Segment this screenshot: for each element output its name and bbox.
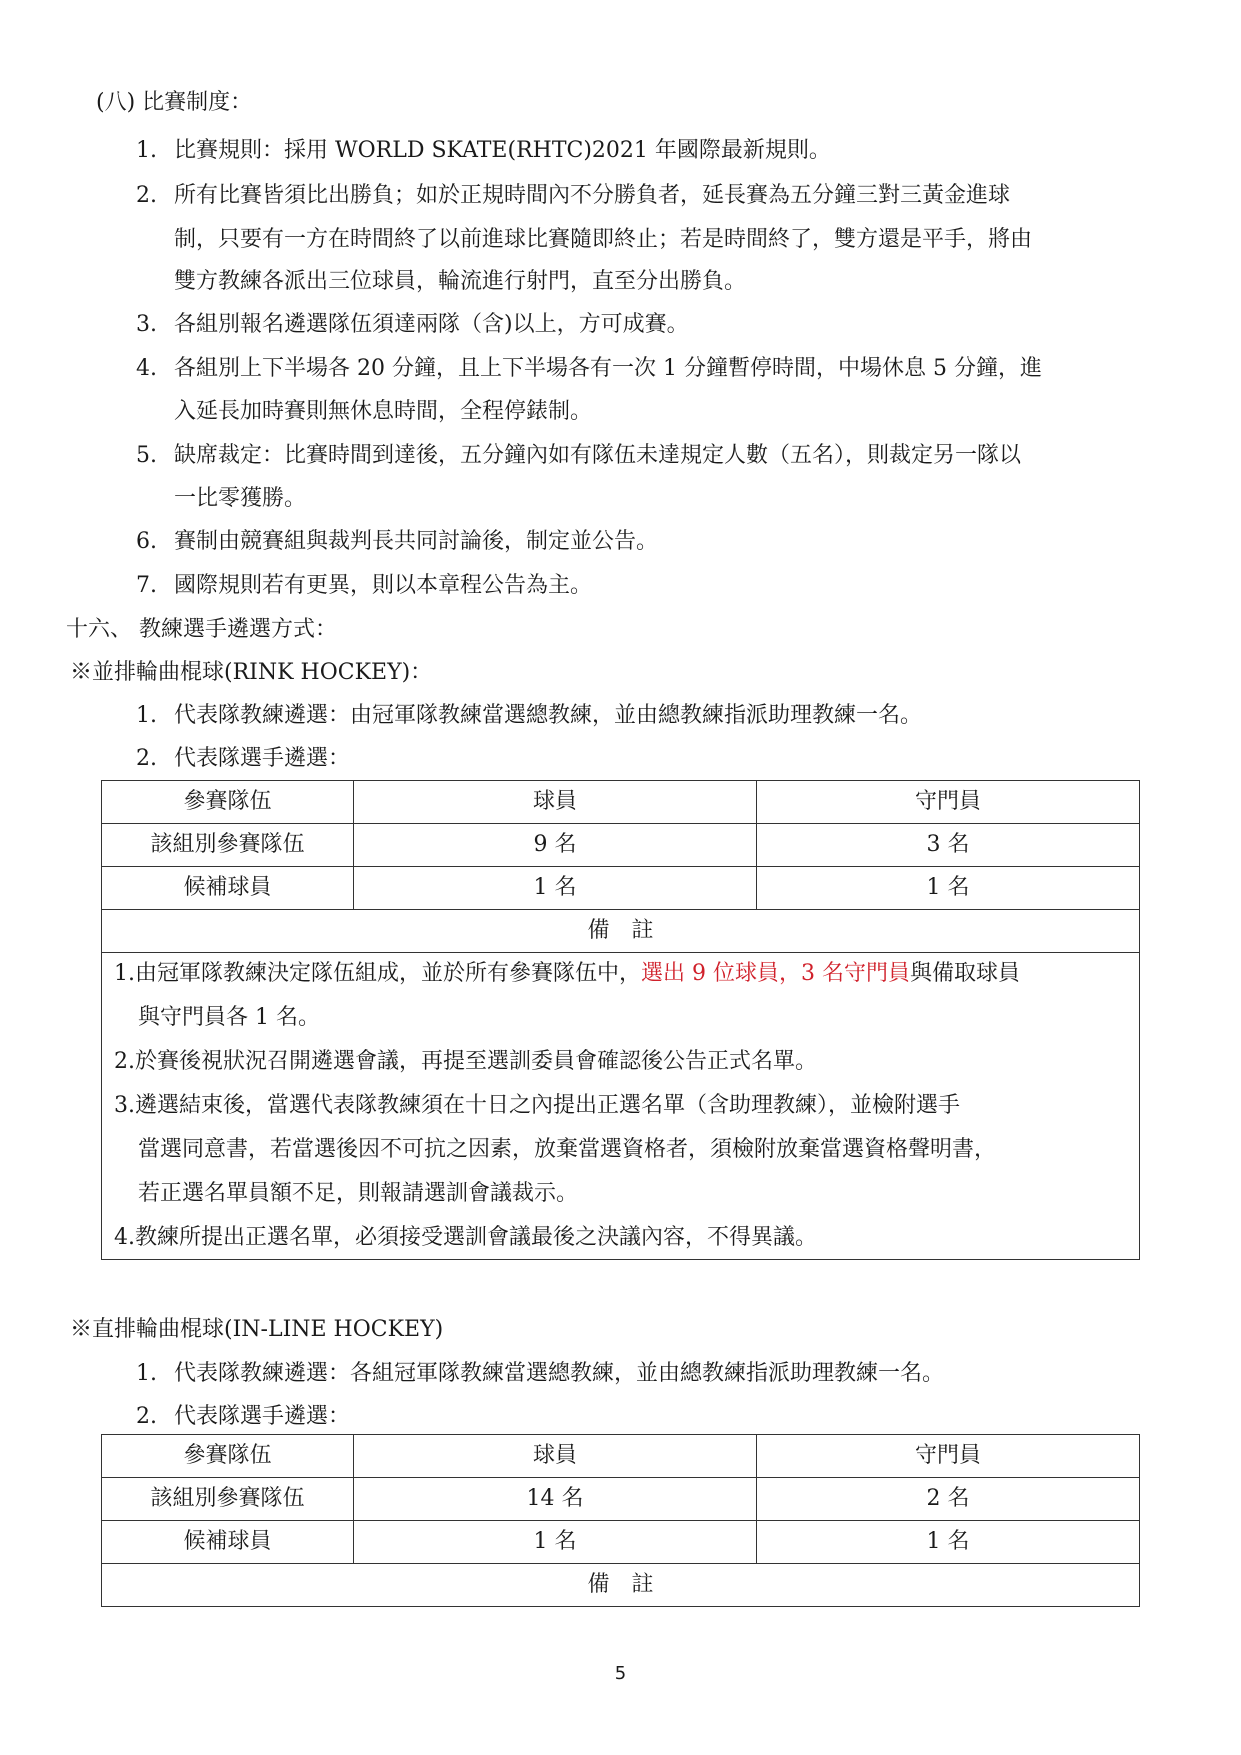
table-cell: 候補球員 xyxy=(102,1521,354,1564)
item-number: 4. xyxy=(136,356,157,381)
inline-selection-table xyxy=(101,1434,1140,1607)
note-3-continued: 若正選名單員額不足，則報請選訓會議裁示。 xyxy=(138,1181,579,1206)
table-cell: 2 名 xyxy=(757,1478,1140,1521)
notes-row xyxy=(102,953,1140,1260)
rule-item-7 xyxy=(136,571,592,601)
table-cell: 14 名 xyxy=(354,1478,757,1521)
note-3-continued: 當選同意書，若當選後因不可抗之因素，放棄當選資格者，須檢附放棄當選資格聲明書， xyxy=(138,1137,997,1162)
header-cell: 球員 xyxy=(354,781,757,824)
section-8-heading: (八) 比賽制度： xyxy=(96,90,253,115)
item-number: 2. xyxy=(136,183,157,208)
table-cell: 1 名 xyxy=(354,1521,757,1564)
note-4: 4.教練所提出正選名單，必須接受選訓會議最後之決議內容，不得異議。 xyxy=(114,1225,817,1250)
item-text: 國際規則若有更異，則以本章程公告為主。 xyxy=(174,573,593,598)
item-number: 2. xyxy=(136,746,157,771)
table-row xyxy=(102,1478,1140,1521)
table-cell: 1 名 xyxy=(757,867,1140,910)
rink-item-1 xyxy=(136,701,922,731)
rule-item-3 xyxy=(136,310,689,340)
item-text: 代表隊選手遴選： xyxy=(174,746,351,771)
table-row xyxy=(102,824,1140,867)
item-number: 3. xyxy=(136,312,157,337)
note-text: 1.由冠軍隊教練決定隊伍組成，並於所有參賽隊伍中， xyxy=(114,961,641,986)
rink-item-2 xyxy=(136,744,350,774)
inline-item-2 xyxy=(136,1402,350,1432)
note-text: 與備取球員 xyxy=(909,961,1020,986)
item-text: 代表隊教練遴選：由冠軍隊教練當選總教練，並由總教練指派助理教練一名。 xyxy=(174,703,923,728)
table-row xyxy=(102,867,1140,910)
notes-label-row xyxy=(102,910,1140,953)
table-cell: 候補球員 xyxy=(102,867,354,910)
rule-item-2-line-2: 制，只要有一方在時間終了以前進球比賽隨即終止；若是時間終了，雙方還是平手，將由 xyxy=(174,227,1033,252)
item-number: 1. xyxy=(136,703,157,728)
note-3: 3.遴選結束後，當選代表隊教練須在十日之內提出正選名單（含助理教練），並檢附選手 xyxy=(114,1093,960,1118)
rink-hockey-title: ※並排輪曲棍球(RINK HOCKEY)： xyxy=(70,660,433,685)
note-highlight: 選出 9 位球員，3 名守門員 xyxy=(641,961,910,986)
note-2: 2.於賽後視狀況召開遴選會議，再提至選訓委員會確認後公告正式名單。 xyxy=(114,1049,817,1074)
item-text: 代表隊教練遴選：各組冠軍隊教練當選總教練，並由總教練指派助理教練一名。 xyxy=(174,1361,945,1386)
item-text: 各組別報名遴選隊伍須達兩隊（含)以上，方可成賽。 xyxy=(174,312,689,337)
rink-selection-table xyxy=(101,780,1140,1260)
item-text: 缺席裁定：比賽時間到達後，五分鐘內如有隊伍未達規定人數（五名），則裁定另一隊以 xyxy=(174,443,1022,468)
item-number: 5. xyxy=(136,443,157,468)
table-row xyxy=(102,1521,1140,1564)
item-number: 2. xyxy=(136,1404,157,1429)
table-cell: 3 名 xyxy=(757,824,1140,867)
table-cell: 該組別參賽隊伍 xyxy=(102,824,354,867)
table-cell: 1 名 xyxy=(354,867,757,910)
notes-label: 備 註 xyxy=(102,1564,1140,1607)
page-number: 5 xyxy=(614,1663,627,1684)
item-number: 1. xyxy=(136,138,157,163)
item-text: 賽制由競賽組與裁判長共同討論後，制定並公告。 xyxy=(174,529,659,554)
item-number: 1. xyxy=(136,1361,157,1386)
header-cell: 守門員 xyxy=(757,781,1140,824)
rule-item-5 xyxy=(136,441,1021,471)
item-text: 所有比賽皆須比出勝負；如於正規時間內不分勝負者，延長賽為五分鐘三對三黃金進球 xyxy=(174,183,1011,208)
rule-item-1 xyxy=(136,136,831,166)
rule-item-6 xyxy=(136,527,658,557)
header-cell: 球員 xyxy=(354,1435,757,1478)
notes-label: 備 註 xyxy=(102,910,1140,953)
table-cell: 9 名 xyxy=(354,824,757,867)
rule-item-5-line-2: 一比零獲勝。 xyxy=(174,486,307,511)
table-cell: 1 名 xyxy=(757,1521,1140,1564)
rule-item-4-line-2: 入延長加時賽則無休息時間，全程停錶制。 xyxy=(174,399,593,424)
table-header-row xyxy=(102,781,1140,824)
inline-item-1 xyxy=(136,1359,944,1389)
table-header-row xyxy=(102,1435,1140,1478)
header-cell: 參賽隊伍 xyxy=(102,1435,354,1478)
rule-item-2-line-3: 雙方教練各派出三位球員，輪流進行射門，直至分出勝負。 xyxy=(174,269,747,294)
item-number: 7. xyxy=(136,573,157,598)
item-text: 比賽規則：採用 WORLD SKATE(RHTC)2021 年國際最新規則。 xyxy=(174,138,831,163)
notes-cell xyxy=(102,953,1140,1260)
header-cell: 參賽隊伍 xyxy=(102,781,354,824)
note-1-continued: 與守門員各 1 名。 xyxy=(138,1005,320,1030)
notes-label-row xyxy=(102,1564,1140,1607)
rule-item-2 xyxy=(136,181,1010,211)
section-16-heading: 十六、 教練選手遴選方式： xyxy=(66,617,337,642)
header-cell: 守門員 xyxy=(757,1435,1140,1478)
note-1 xyxy=(114,959,1129,989)
item-number: 6. xyxy=(136,529,157,554)
rule-item-4 xyxy=(136,354,1042,384)
item-text: 各組別上下半場各 20 分鐘，且上下半場各有一次 1 分鐘暫停時間，中場休息 5 分鐘，進 xyxy=(174,356,1042,381)
table-cell: 該組別參賽隊伍 xyxy=(102,1478,354,1521)
inline-hockey-title: ※直排輪曲棍球(IN-LINE HOCKEY) xyxy=(70,1317,444,1342)
item-text: 代表隊選手遴選： xyxy=(174,1404,351,1429)
